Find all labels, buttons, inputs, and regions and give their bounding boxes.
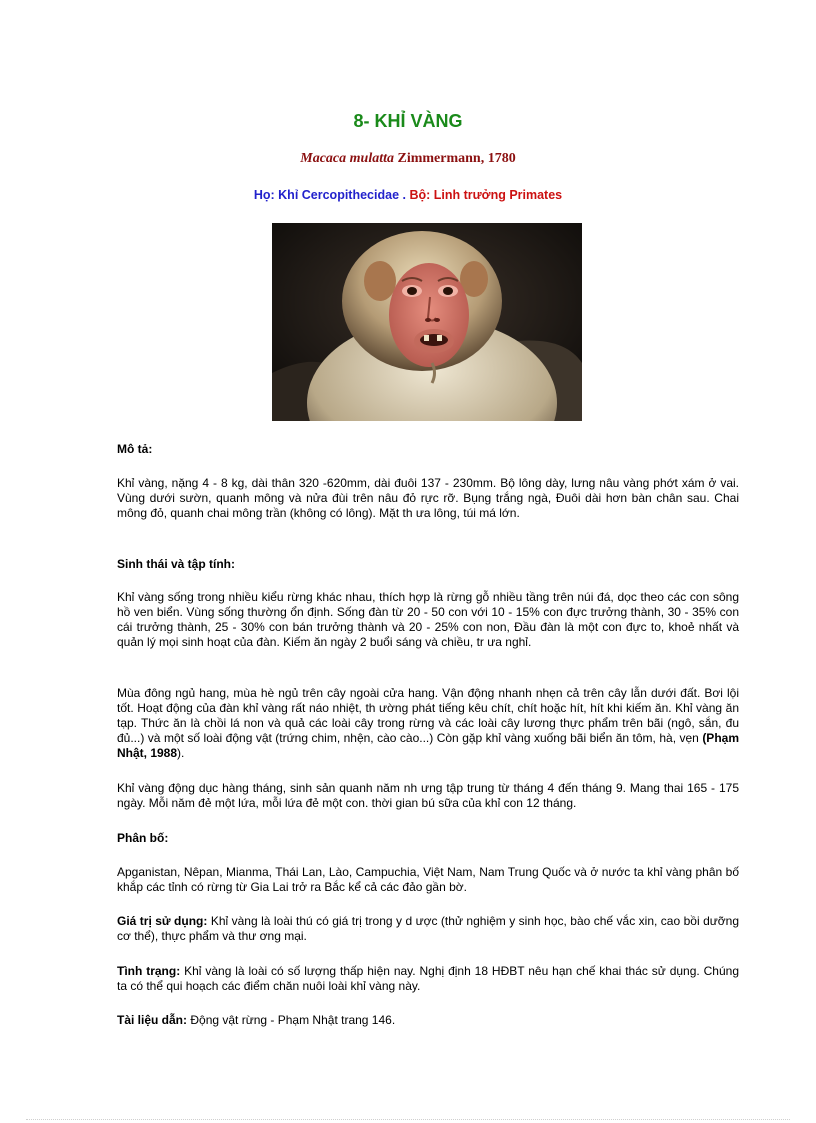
ecology-paragraph-2-text: Mùa đông ngủ hang, mùa hè ngủ trên cây ngoài cửa hang. Vận động nhanh nhẹn cả trên cây lẫn dưới đất. Bơi lội tốt. Hoạt động của đàn khỉ vàng rất náo nhiệt, th ường phát tiếng kêu chít, chít hoặc hít, hít khi kiếm ăn. Khỉ vàng ăn tạp. Thức ăn là chồi lá non và quả các loài cây trong rừng và các loài cây lương thực phẩm trên bãi (ngô, sắn, đu đủ...) và một số loài động vật (trứng chim, nhện, cào cào...) Còn gặp khỉ vàng xuống bãi biển ăn tôm, hà, vẹn: [117, 686, 739, 745]
monkey-illustration: [272, 223, 582, 421]
distribution-heading: Phân bố:: [117, 831, 169, 845]
description-heading: Mô tả:: [117, 442, 153, 456]
rhesus-macaque-photo: [272, 223, 582, 421]
scientific-name: [0, 151, 816, 167]
distribution-text: Apganistan, Nêpan, Mianma, Thái Lan, Lào, Campuchia, Việt Nam, Nam Trung Quốc và ở nước ta khỉ vàng phân bố khắp các tỉnh có rừng từ Gia Lai trở ra Bắc kể cả các đảo gần bờ.: [117, 865, 739, 894]
status-label: Tình trạng:: [117, 964, 181, 978]
reference-paragraph: [117, 1013, 739, 1028]
status-paragraph: [117, 964, 739, 994]
value-text: Khỉ vàng là loài thú có giá trị trong y d ược (thử nghiệm y sinh học, bào chế vắc xin, cao bồi dưỡng cơ thể), thực phẩm và thư ơng mại.: [117, 914, 739, 943]
status-text: Khỉ vàng là loài có số lượng thấp hiện nay. Nghị định 18 HĐBT nêu hạn chế khai thác sử dụng. Chúng ta có thể qui hoạch các điểm chăn nuôi loài khỉ vàng này.: [117, 964, 739, 993]
ecology-paragraph-3: Khỉ vàng động dục hàng tháng, sinh sản quanh năm nh ưng tập trung từ tháng 4 đến tháng 9. Mang thai 165 - 175 ngày. Mỗi năm đẻ một lứa, mỗi lứa đẻ một con. thời gian bú sữa của khỉ con 12 tháng.: [117, 781, 739, 810]
ecology-citation-end: ).: [177, 746, 185, 760]
family-label: Họ: Khỉ Cercopithecidae: [253, 188, 400, 202]
ecology-heading: Sinh thái và tập tính:: [117, 557, 236, 571]
value-label: Giá trị sử dụng:: [117, 914, 208, 928]
taxonomy-separator: .: [399, 188, 410, 202]
ecology-paragraph-2: [117, 686, 739, 761]
page-bottom-divider: [26, 1119, 790, 1120]
description-text: Khỉ vàng, nặng 4 - 8 kg, dài thân 320 -620mm, dài đuôi 137 - 230mm. Bộ lông dày, lưng nâu vàng phớt xám ở vai. Vùng dưới sườn, quanh mông và nửa đùi trên nâu đỏ rực rỡ. Bụng trắng ngà, Đuôi dài hơn bàn chân sau. Chai mông đỏ, quanh chai mông trần (không có lông). Mặt th ưa lông, túi má lớn.: [117, 476, 739, 520]
page-title: 8- KHỈ VÀNG: [353, 111, 463, 131]
species-name: Macaca mulatta: [300, 151, 394, 166]
reference-label: Tài liệu dẫn:: [117, 1013, 188, 1027]
order-label: Bộ: Linh trưởng Primates: [409, 188, 563, 202]
ecology-citation: (Phạm Nhật, 1988: [117, 731, 739, 760]
value-paragraph: [117, 914, 739, 944]
ecology-paragraph-1: Khỉ vàng sống trong nhiều kiểu rừng khác nhau, thích hợp là rừng gỗ nhiều tầng trên núi đá, dọc theo các con sông hồ ven biển. Vùng sống thường ổn định. Sống đàn từ 20 - 50 con với 10 - 15% con đực trưởng thành, 30 - 35% con cái trưởng thành, 25 - 30% con bán trưởng thành và 20 - 25% con non, Đầu đàn là một con đực to, khoẻ nhất và quản lý mọi sinh hoạt của đàn. Kiếm ăn ngày 2 buổi sáng và chiều, tr ưa nghỉ.: [117, 590, 739, 649]
taxonomy-line: [0, 188, 816, 202]
species-author: Zimmermann, 1780: [394, 151, 516, 166]
reference-text: Động vật rừng - Phạm Nhật trang 146.: [187, 1013, 396, 1027]
